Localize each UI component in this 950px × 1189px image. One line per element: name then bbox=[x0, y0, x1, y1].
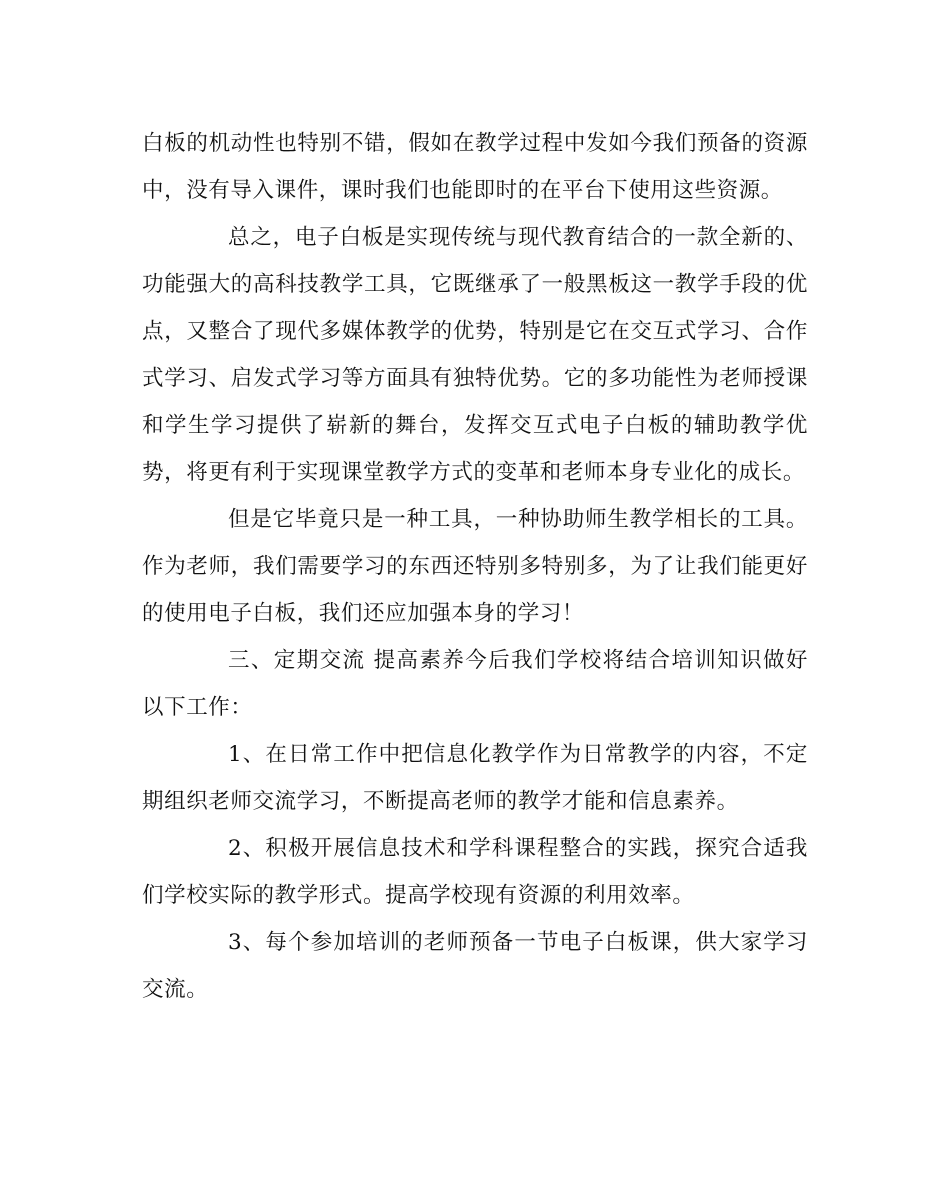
section-heading-regular-exchange: 三、定期交流 提高素养今后我们学校将结合培训知识做好以下工作： bbox=[142, 648, 808, 720]
list-item-1: 1、在日常工作中把信息化教学作为日常教学的内容，不定期组织老师交流学习，不断提高老师的教学才能和信息素养。 bbox=[142, 742, 808, 814]
paragraph-tool-reflection: 但是它毕竟只是一种工具，一种协助师生教学相长的工具。作为老师，我们需要学习的东西还特别多特别多，为了让我们能更好的使用电子白板，我们还应加强本身的学习！ bbox=[142, 507, 808, 626]
paragraph-summary: 总之，电子白板是实现传统与现代教育结合的一款全新的、功能强大的高科技教学工具，它既继承了一般黑板这一教学手段的优点，又整合了现代多媒体教学的优势，特别是它在交互式学习、合作式学习、启发式学习等方面具有独特优势。它的多功能性为老师授课和学生学习提供了崭新的舞台，发挥交互式电子白板的辅助教学优势，将更有利于实现课堂教学方式的变革和老师本身专业化的成长。 bbox=[142, 225, 808, 485]
document-body bbox=[142, 120, 808, 1013]
list-item-3: 3、每个参加培训的老师预备一节电子白板课，供大家学习交流。 bbox=[142, 930, 808, 1002]
paragraph-whiteboard-flexibility: 白板的机动性也特别不错，假如在教学过程中发如今我们预备的资源中，没有导入课件，课时我们也能即时的在平台下使用这些资源。 bbox=[142, 131, 808, 203]
list-item-2: 2、积极开展信息技术和学科课程整合的实践，探究合适我们学校实际的教学形式。提高学校现有资源的利用效率。 bbox=[142, 836, 808, 908]
